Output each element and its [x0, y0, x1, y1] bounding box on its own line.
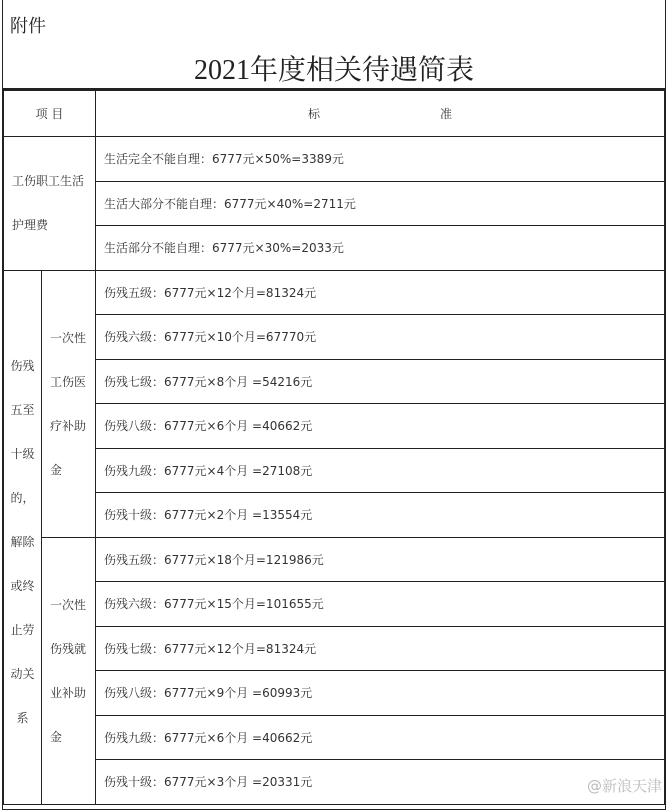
label-line: 或终 — [10, 579, 35, 593]
header-item: 项 目 — [4, 90, 96, 137]
table-row — [4, 315, 665, 360]
table-row — [4, 582, 665, 627]
row-label — [4, 270, 42, 804]
label-line: 金 — [50, 729, 63, 744]
label-line: 一次性 — [50, 597, 87, 612]
header-standard: 标 准 — [96, 90, 665, 137]
label-line: 动关 — [10, 667, 35, 681]
standard-value: 伤残九级：6777元×6个月 =40662元 — [96, 715, 665, 760]
table-row — [4, 359, 665, 404]
table-row — [4, 404, 665, 449]
label-line: 十级 — [10, 447, 35, 461]
attachment-label: 附件 — [10, 16, 46, 37]
label-line: 金 — [50, 462, 63, 477]
table-row — [4, 493, 665, 538]
table-row — [4, 226, 665, 271]
table-row — [4, 626, 665, 671]
standard-value: 伤残六级：6777元×15个月=101655元 — [96, 582, 665, 627]
header-row — [4, 90, 665, 137]
standard-value: 伤残十级：6777元×3个月 =20331元 — [96, 760, 665, 805]
row-label — [4, 137, 96, 271]
table-row — [4, 270, 665, 315]
table-row — [4, 181, 665, 226]
standard-value: 伤残六级：6777元×10个月=67770元 — [96, 315, 665, 360]
standard-value: 伤残五级：6777元×12个月=81324元 — [96, 270, 665, 315]
label-line: 疗补助 — [50, 418, 87, 433]
standard-value: 伤残八级：6777元×9个月 =60993元 — [96, 671, 665, 716]
label-line: 一次性 — [50, 330, 87, 345]
label-line: 系 — [16, 711, 29, 725]
standard-value: 伤残五级：6777元×18个月=121986元 — [96, 537, 665, 582]
standard-value: 伤残七级：6777元×8个月 =54216元 — [96, 359, 665, 404]
label-line: 护理费 — [12, 218, 49, 233]
benefits-table — [3, 88, 665, 805]
table-row — [4, 715, 665, 760]
label-line: 业补助 — [50, 685, 87, 700]
standard-value: 伤残十级：6777元×2个月 =13554元 — [96, 493, 665, 538]
label-line: 解除 — [10, 535, 35, 549]
label-line: 五至 — [10, 403, 35, 417]
label-line: 的， — [10, 491, 35, 505]
label-line: 伤残 — [10, 359, 35, 373]
table-row — [4, 537, 665, 582]
table-row — [4, 760, 665, 805]
standard-value: 伤残八级：6777元×6个月 =40662元 — [96, 404, 665, 449]
label-line: 伤残就 — [50, 641, 87, 656]
row-label — [42, 270, 96, 537]
table-row — [4, 671, 665, 716]
table-row — [4, 448, 665, 493]
standard-value: 伤残九级：6777元×4个月 =27108元 — [96, 448, 665, 493]
label-line: 工伤医 — [50, 374, 87, 389]
standard-value: 伤残七级：6777元×12个月=81324元 — [96, 626, 665, 671]
page-title: 2021年度相关待遇简表 — [193, 55, 474, 86]
watermark: @新浪天津 — [586, 777, 662, 795]
standard-value: 生活大部分不能自理：6777元×40%=2711元 — [96, 181, 665, 226]
label-line: 工伤职工生活 — [12, 174, 85, 189]
standard-value: 生活部分不能自理：6777元×30%=2033元 — [96, 226, 665, 271]
standard-value: 生活完全不能自理：6777元×50%=3389元 — [96, 137, 665, 182]
table-row — [4, 137, 665, 182]
row-label — [42, 537, 96, 804]
label-line: 止劳 — [10, 623, 35, 637]
